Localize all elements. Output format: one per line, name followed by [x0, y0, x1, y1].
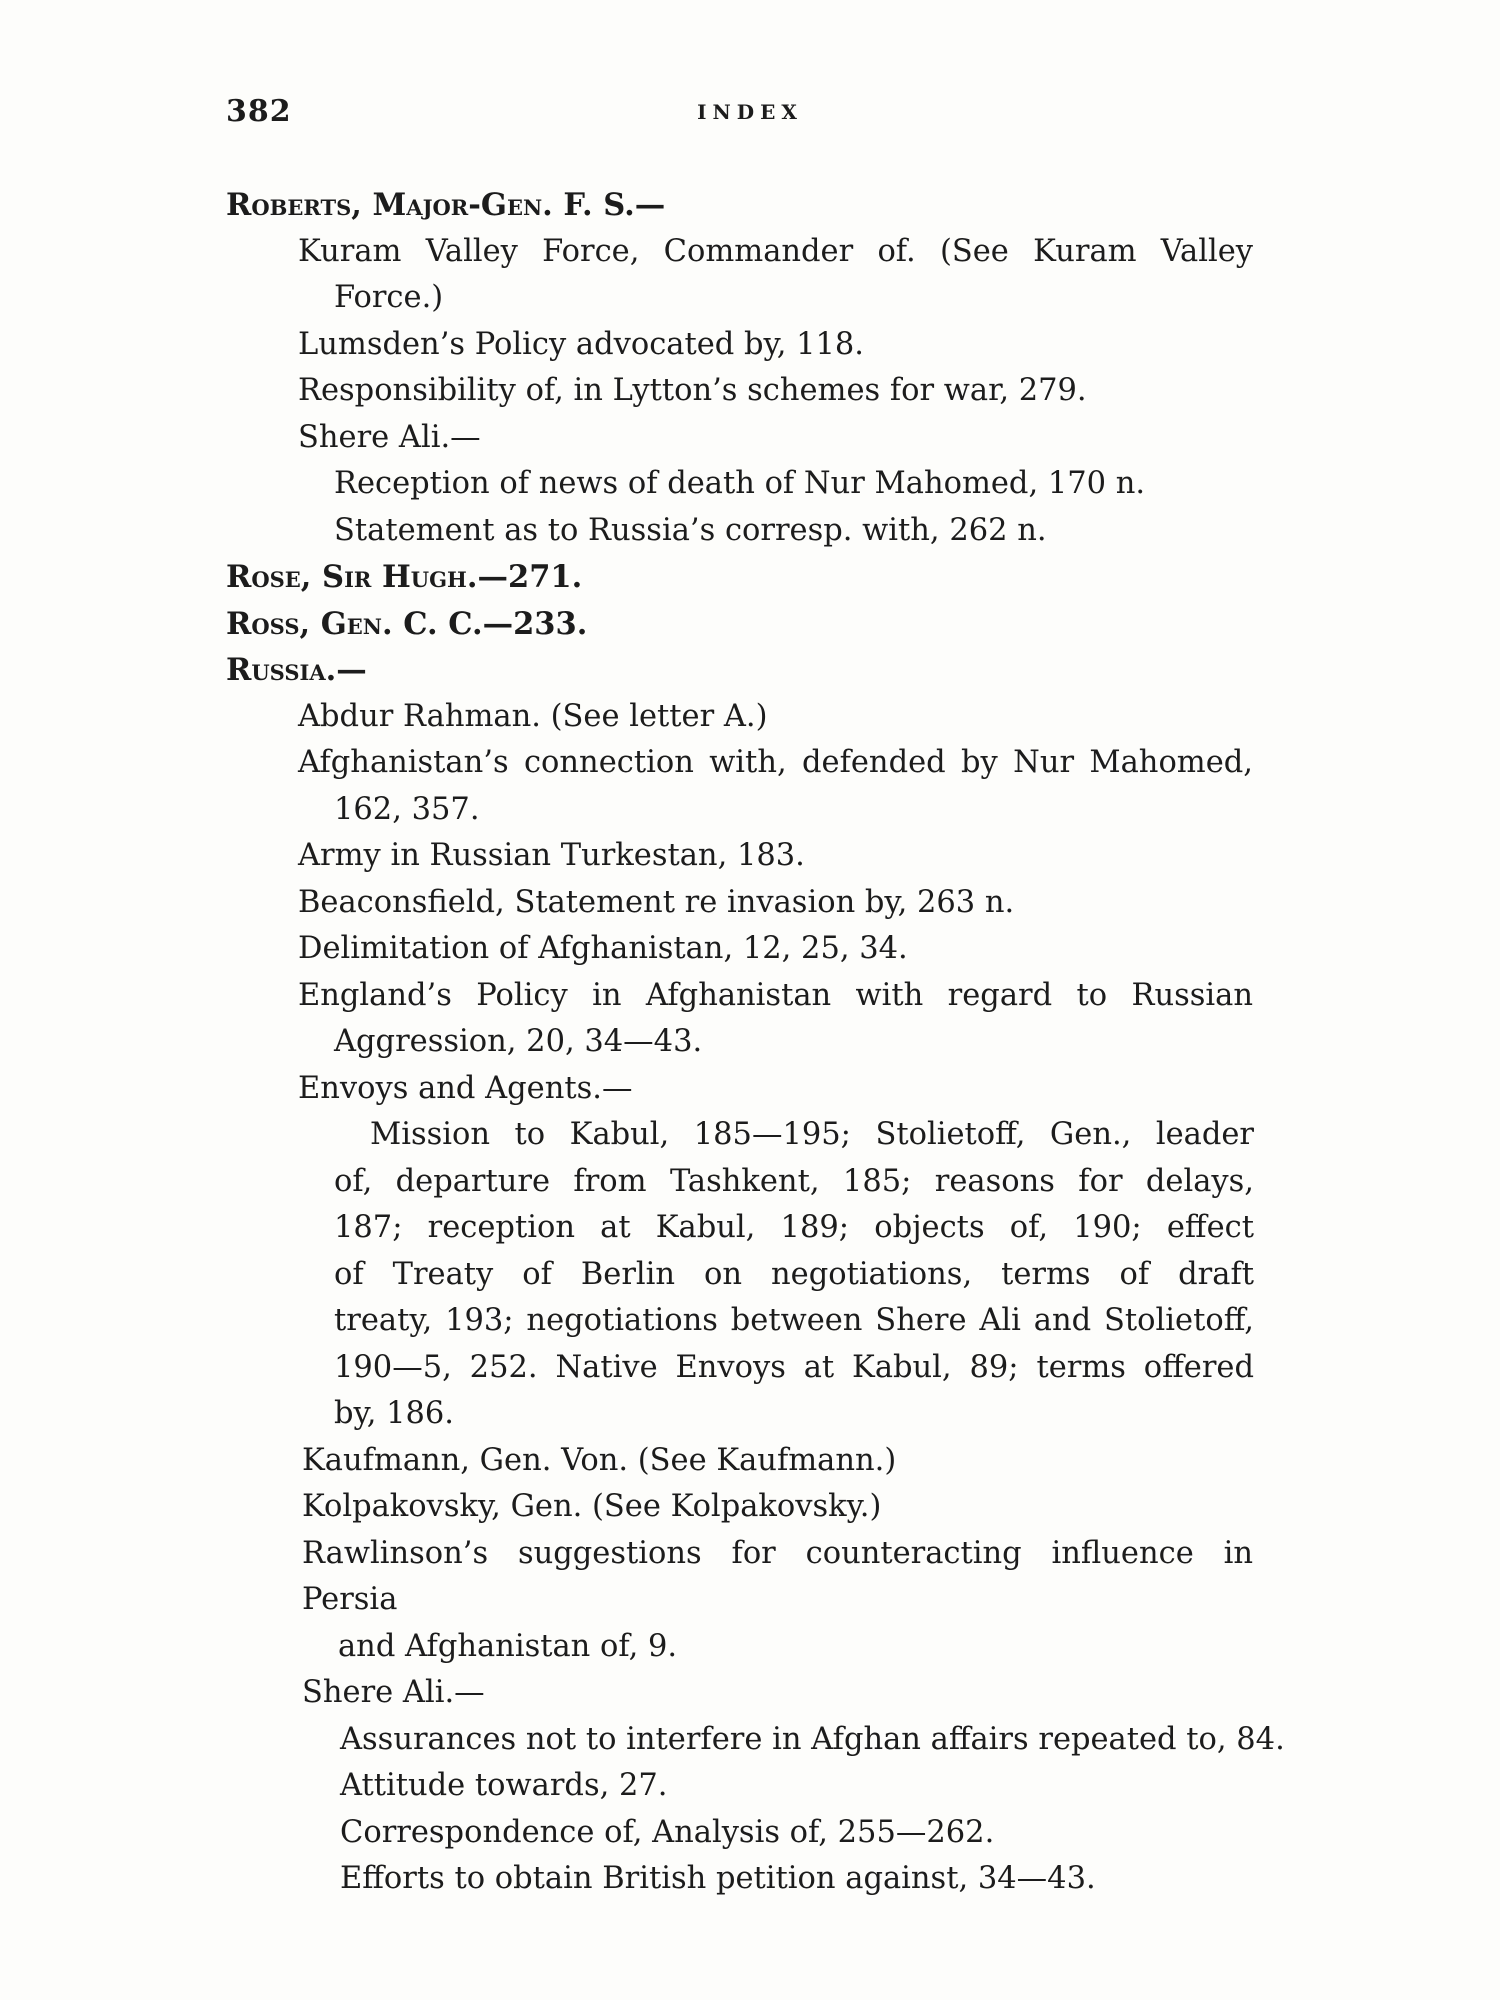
subentry-army: Army in Russian Turkestan, 183.: [298, 838, 805, 873]
subsubentry-assurances: Assurances not to interfere in Afghan affairs repeated to, 84.: [340, 1721, 1285, 1757]
subentry-afghanistan-line-2: 162, 357.: [334, 791, 480, 827]
subentry-kuram-line-1: Kuram Valley Force, Commander of. (See Kuram Valley: [298, 233, 1253, 269]
mission-line-5: treaty, 193; negotiations between Shere Ali and Stolietoff,: [334, 1303, 1254, 1338]
subsubentry-efforts: Efforts to obtain British petition against, 34—43.: [340, 1861, 1096, 1896]
subentry-beaconsfield: Beaconsfield, Statement re invasion by, 263 n.: [298, 884, 1015, 920]
subentry-abdur-rahman: Abdur Rahman. (See letter A.): [298, 698, 768, 734]
index-heading-ross: Ross, Gen. C. C.—233.: [226, 605, 588, 642]
subentry-kaufmann: Kaufmann, Gen. Von. (See Kaufmann.): [302, 1442, 897, 1478]
subentry-afghanistan-line-1: Afghanistan’s connection with, defended by Nur Mahomed,: [298, 745, 1253, 780]
index-entries: [0, 182, 1500, 1903]
mission-line-2: of, departure from Tashkent, 185; reasons for delays,: [334, 1163, 1254, 1199]
index-heading-russia: Russia.—: [226, 652, 367, 688]
subentry-kuram-line-2: Force.): [334, 280, 444, 315]
subentry-delimitation: Delimitation of Afghanistan, 12, 25, 34.: [298, 931, 908, 966]
subentry-lumsden: Lumsden’s Policy advocated by, 118.: [298, 326, 864, 362]
page-number: 382: [226, 94, 292, 129]
mission-line-4: of Treaty of Berlin on negotiations, terms of draft: [334, 1256, 1254, 1292]
subsubentry-statement: Statement as to Russia’s corresp. with, 262 n.: [334, 512, 1047, 548]
mission-line-6: 190—5, 252. Native Envoys at Kabul, 89; terms offered: [334, 1349, 1254, 1385]
subsubentry-correspondence: Correspondence of, Analysis of, 255—262.: [340, 1814, 995, 1850]
subentry-england-line-2: Aggression, 20, 34—43.: [334, 1024, 703, 1059]
mission-line-1: Mission to Kabul, 185—195; Stolietoff, Gen., leader: [370, 1117, 1254, 1152]
subentry-rawlinson-line-1: Rawlinson’s suggestions for counteracting influence in Persia: [302, 1535, 1253, 1617]
subentry-shere-ali: Shere Ali.—: [298, 419, 481, 455]
subentry-england-line-1: England’s Policy in Afghanistan with regard to Russian: [298, 977, 1253, 1013]
index-heading-roberts: Roberts, Major-Gen. F. S.—: [226, 187, 666, 223]
subentry-russia-shere-ali: Shere Ali.—: [302, 1675, 485, 1710]
subsubentry-attitude: Attitude towards, 27.: [340, 1768, 668, 1803]
subentry-envoys: Envoys and Agents.—: [298, 1070, 633, 1106]
mission-line-3: 187; reception at Kabul, 189; objects of, 190; effect: [334, 1210, 1254, 1245]
subentry-responsibility: Responsibility of, in Lytton’s schemes for war, 279.: [298, 373, 1087, 408]
subentry-rawlinson-line-2: and Afghanistan of, 9.: [338, 1628, 678, 1664]
subentry-kolpakovsky: Kolpakovsky, Gen. (See Kolpakovsky.): [302, 1489, 882, 1524]
mission-line-7: by, 186.: [334, 1396, 455, 1431]
index-heading-rose: Rose, Sir Hugh.—271.: [226, 559, 583, 595]
subsubentry-reception: Reception of news of death of Nur Mahomed, 170 n.: [334, 466, 1146, 501]
running-head: INDEX: [697, 100, 803, 124]
